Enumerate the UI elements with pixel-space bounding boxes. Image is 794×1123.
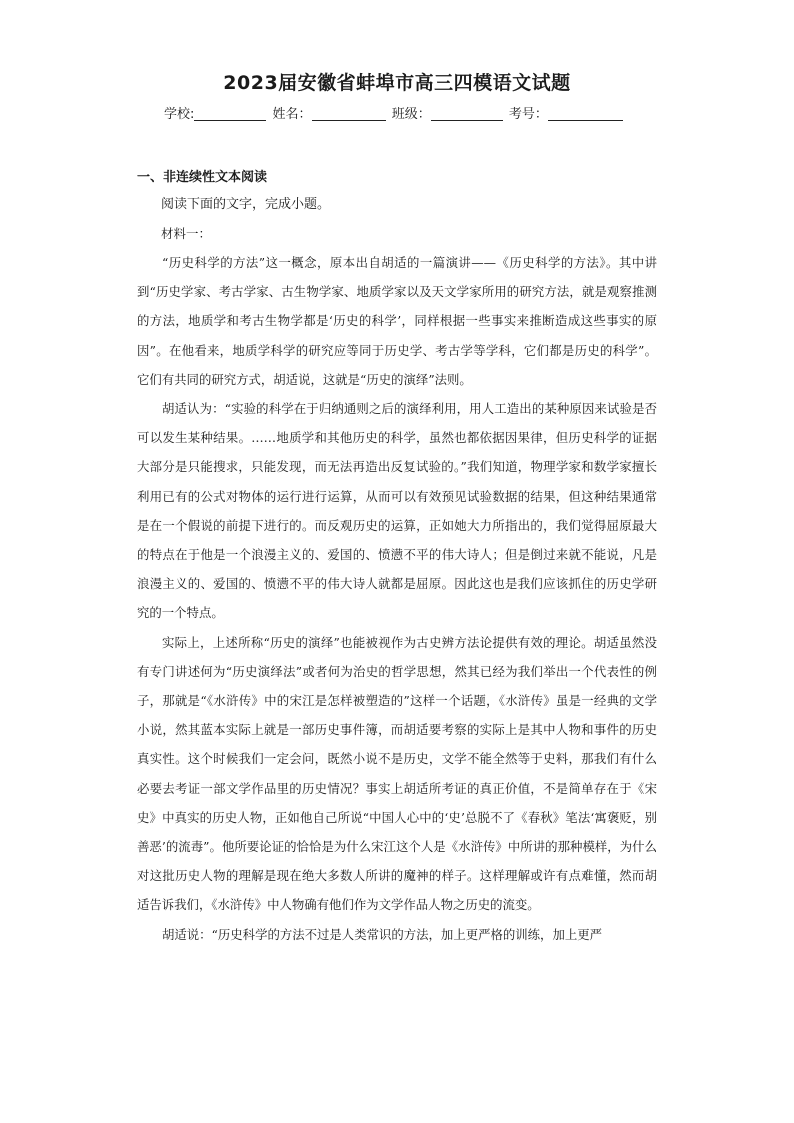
section-heading: 一、非连续性文本阅读 <box>137 170 268 185</box>
class-blank[interactable] <box>431 106 503 121</box>
material-label: 材料一： <box>161 226 212 241</box>
passage-paragraph: 实际上，上述所称“历史的演绎”也能被视作为古史辨方法论提供有效的理论。胡适虽然没有专门讲述何为“历史演绎法”或者何为治史的哲学思想，然其已经为我们举出一个代表性的例子，那就是“《水浒传》中的宋江是怎样被塑造的”这样一个话题，《水浒传》虽是一经典的文学小说，然其蓝本实际上就是一部历史事件簿，而胡适要考察的实际上是其中人物和事件的历史真实性。这个时候我们一定会问，既然小说不是历史，文学不能全然等于史料，那我们有什么必要去考证一部文学作品里的历史情况？事实上胡适所考证的真正价值，不是简单存在于《宋史》中真实的历史人物，正如他自己所说“中国人心中的‘史’总脱不了《春秋》笔法‘寓褒贬，别善恶’的流毒”。他所要论证的恰恰是为什么宋江这个人是《水浒传》中所讲的那种模样，为什么对这批历史人物的理解是现在绝大多数人所讲的魔神的样子。这样理解或许有点难懂，然而胡适告诉我们，《水浒传》中人物确有他们作为文学作品人物之历史的流变。 <box>137 634 657 913</box>
passage-paragraph: “历史科学的方法”这一概念，原本出自胡适的一篇演讲——《历史科学的方法》。其中讲到“历史学家、考古学家、古生物学家、地质学家以及天文学家所用的研究方法，就是观察推测的方法，地质学和考古生物学都是‘历史的科学’，同样根据一些事实来推断造成这些事实的原因”。在他看来，地质学科学的研究应等同于历史学、考古学等学科，它们都是历史的科学”。它们有共同的研究方式，胡适说，这就是“历史的演绎”法则。 <box>137 255 657 387</box>
name-blank[interactable] <box>312 106 386 121</box>
school-blank[interactable] <box>194 106 266 121</box>
section-instruction: 阅读下面的文字，完成小题。 <box>161 197 331 212</box>
class-label: 班级： <box>391 107 431 122</box>
name-label: 姓名： <box>272 107 312 122</box>
passage-paragraph: 胡适说：“历史科学的方法不过是人类常识的方法，加上更严格的训练，加上更严 <box>162 926 603 942</box>
document-title: 2023届安徽省蚌埠市高三四模语文试题 <box>223 72 571 94</box>
passage-body <box>137 248 657 949</box>
student-info-line <box>164 103 644 122</box>
exam-number-blank[interactable] <box>548 106 623 121</box>
school-label: 学校: <box>164 107 195 122</box>
exam-number-label: 考号： <box>508 107 548 122</box>
passage-paragraph: 胡适认为：“实验的科学在于归纳通则之后的演绎利用，用人工造出的某种原因来试验是否可以发生某种结果。……地质学和其他历史的科学，虽然也都依据因果律，但历史科学的证据大部分是只能搜求，只能发现，而无法再造出反复试验的。”我们知道，物理学家和数学家擅长利用已有的公式对物体的运行进行运算，从而可以有效预见试验数据的结果，但这种结果通常是在一个假说的前提下进行的。而反观历史的运算，正如她大力所指出的，我们觉得屈原最大的特点在于他是一个浪漫主义的、爱国的、愤懑不平的伟大诗人；但是倒过来就不能说，凡是浪漫主义的、爱国的、愤懑不平的伟大诗人就都是屈原。因此这也是我们应该抓住的历史学研究的一个特点。 <box>137 401 657 621</box>
